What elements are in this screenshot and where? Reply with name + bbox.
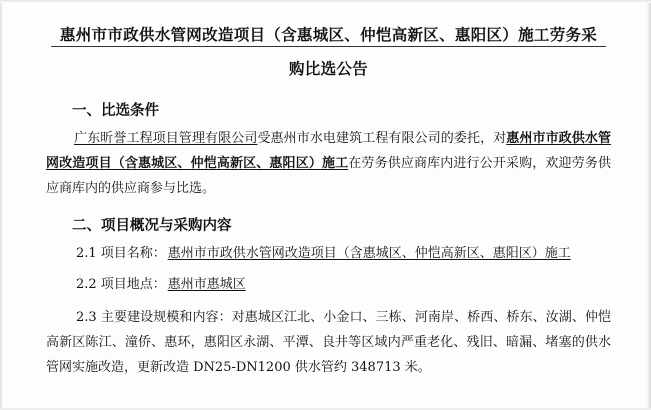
paragraph-text-a: 受惠州市水电建筑工程有限公司的委托，对 xyxy=(257,131,507,146)
page-right-edge-shadow xyxy=(647,0,651,410)
item-number-2-1: 2.1 xyxy=(76,246,97,261)
project-name-inline: 惠州市市政供水管网改造项目（含惠城区、仲恺高新区、惠阳区）施工 xyxy=(46,131,611,171)
list-item-project-name xyxy=(46,242,611,266)
item-label-2-1: 项目名称： xyxy=(100,246,166,261)
document-title-line-1: 惠州市市政供水管网改造项目（含惠城区、仲恺高新区、惠阳区）施工劳务采 xyxy=(50,18,607,52)
list-item-project-scope xyxy=(46,305,611,380)
document-body xyxy=(46,18,611,410)
procuring-agent-name: 广东昕誉工程项目管理有限公司 xyxy=(74,131,258,146)
page-left-edge-shadow xyxy=(0,0,3,410)
page-top-edge-shadow xyxy=(0,0,651,3)
item-label-2-3: 主要建设规模和内容： xyxy=(100,310,232,325)
section-heading-2: 二、项目概况与采购内容 xyxy=(72,217,232,234)
section-1-paragraph xyxy=(46,126,611,201)
section-heading-1: 一、比选条件 xyxy=(72,102,159,119)
item-number-2-2: 2.2 xyxy=(76,277,97,292)
document-title xyxy=(46,18,611,86)
item-number-2-3: 2.3 xyxy=(76,310,97,325)
list-item-project-location xyxy=(46,273,611,297)
item-label-2-2: 项目地点： xyxy=(100,277,166,292)
paragraph-text-b: 在劳务供应商库内进行公开采购，欢迎劳务供应商库内的供应商参与比选。 xyxy=(46,156,611,196)
item-lead-2-3 xyxy=(46,310,232,325)
item-value-2-3: 对惠城区江北、小金口、三栋、河南岸、桥西、桥东、汝湖、仲恺高新区陈江、潼侨、惠环，惠阳区永湖、平潭、良井等区域内严重老化、残旧、暗漏、堵塞的供水管网实施改造，更新改造 DN25-DN1200 供水管约 348713 米。 xyxy=(46,310,611,375)
item-value-2-2: 惠州市惠城区 xyxy=(167,277,246,292)
document-title-line-2: 购比选公告 xyxy=(288,59,368,78)
item-value-2-1: 惠州市市政供水管网改造项目（含惠城区、仲恺高新区、惠阳区）施工 xyxy=(167,246,571,261)
